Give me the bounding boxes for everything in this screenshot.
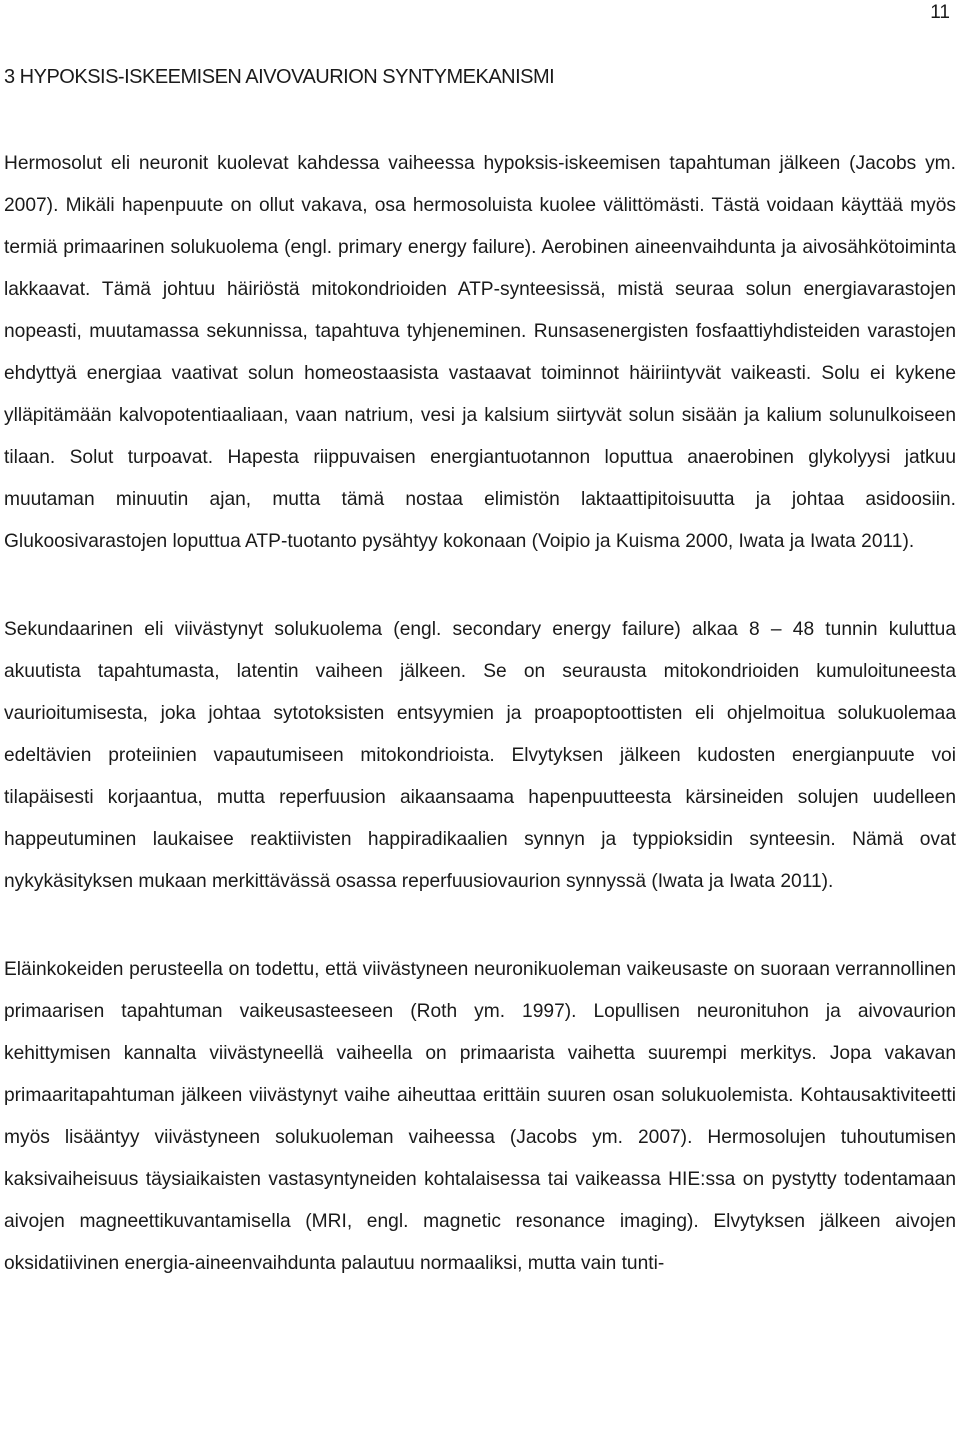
paragraph-animal-studies: Eläinkokeiden perusteella on todettu, että viivästyneen neuronikuoleman vaikeusaste on suoraan verrannollinen primaarisen tapahtuman vaikeusasteeseen (Roth ym. 1997). Lopullisen neuronituhon ja aivovaurion kehittymisen kannalta viivästyneellä vaiheella on primaarista vaihetta suurempi merkitys. Jopa vakavan primaaritapahtuman jälkeen viivästynyt vaihe aiheuttaa erittäin suuren osan solukuolemista. Kohtausaktiviteetti myös lisääntyy viivästyneen solukuoleman vaiheessa (Jacobs ym. 2007). Hermosolujen tuhoutumisen kaksivaiheisuus täysiaikaisten vastasyntyneiden kohtalaisessa tai vaikeassa HIE:ssa on pystytty todentamaan aivojen magneettikuvantamisella (MRI, engl. magnetic resonance imaging). Elvytyksen jälkeen aivojen oksidatiivinen energia-aineenvaihdunta palautuu normaaliksi, mutta vain tunti- <box>4 959 956 1274</box>
paragraph-secondary-cell-death: Sekundaarinen eli viivästynyt solukuolema (engl. secondary energy failure) alkaa 8 – 48 tunnin kuluttua akuutista tapahtumasta, latentin vaiheen jälkeen. Se on seurausta mitokondrioiden kumuloituneesta vaurioitumisesta, joka johtaa sytotoksisten entsyymien ja proapoptoottisten eli ohjelmoitua solukuolemaa edeltävien proteiinien vapautumiseen mitokondrioista. Elvytyksen jälkeen kudosten energianpuute voi tilapäisesti korjaantua, mutta reperfuusion aikaansaama hapenpuutteesta kärsineiden solujen uudelleen happeutuminen laukaisee reaktiivisten happiradikaalien synnyn ja typpioksidin synteesin. Nämä ovat nykykäsityksen mukaan merkittävässä osassa reperfuusiovaurion synnyssä (Iwata ja Iwata 2011). <box>4 619 956 892</box>
document-body <box>4 143 956 1285</box>
paragraph-primary-cell-death: Hermosolut eli neuronit kuolevat kahdessa vaiheessa hypoksis-iskeemisen tapahtuman jälkeen (Jacobs ym. 2007). Mikäli hapenpuute on ollut vakava, osa hermosoluista kuolee välittömästi. Tästä voidaan käyttää myös termiä primaarinen solukuolema (engl. primary energy failure). Aerobinen aineenvaihdunta ja aivosähkötoiminta lakkaavat. Tämä johtuu häiriöstä mitokondrioiden ATP-synteesissä, mistä seuraa solun energiavarastojen nopeasti, muutamassa sekunnissa, tapahtuva tyhjeneminen. Runsasenergisten fosfaattiyhdisteiden varastojen ehdyttyä energiaa vaativat solun homeostaasista vastaavat toiminnot häiriintyvät vaikeasti. Solu ei kykene ylläpitämään kalvopotentiaaliaan, vaan natrium, vesi ja kalsium siirtyvät solun sisään ja kalium solunulkoiseen tilaan. Solut turpoavat. Hapesta riippuvaisen energiantuotannon loputtua anaerobinen glykolyysi jatkuu muutaman minuutin ajan, mutta tämä nostaa elimistön laktaattipitoisuutta ja johtaa asidoosiin. Glukoosivarastojen loputtua ATP-tuotanto pysähtyy kokonaan (Voipio ja Kuisma 2000, Iwata ja Iwata 2011). <box>4 153 956 552</box>
section-heading: 3 HYPOKSIS-ISKEEMISEN AIVOVAURION SYNTYMEKANISMI <box>4 66 555 88</box>
page-number: 11 <box>930 2 950 23</box>
